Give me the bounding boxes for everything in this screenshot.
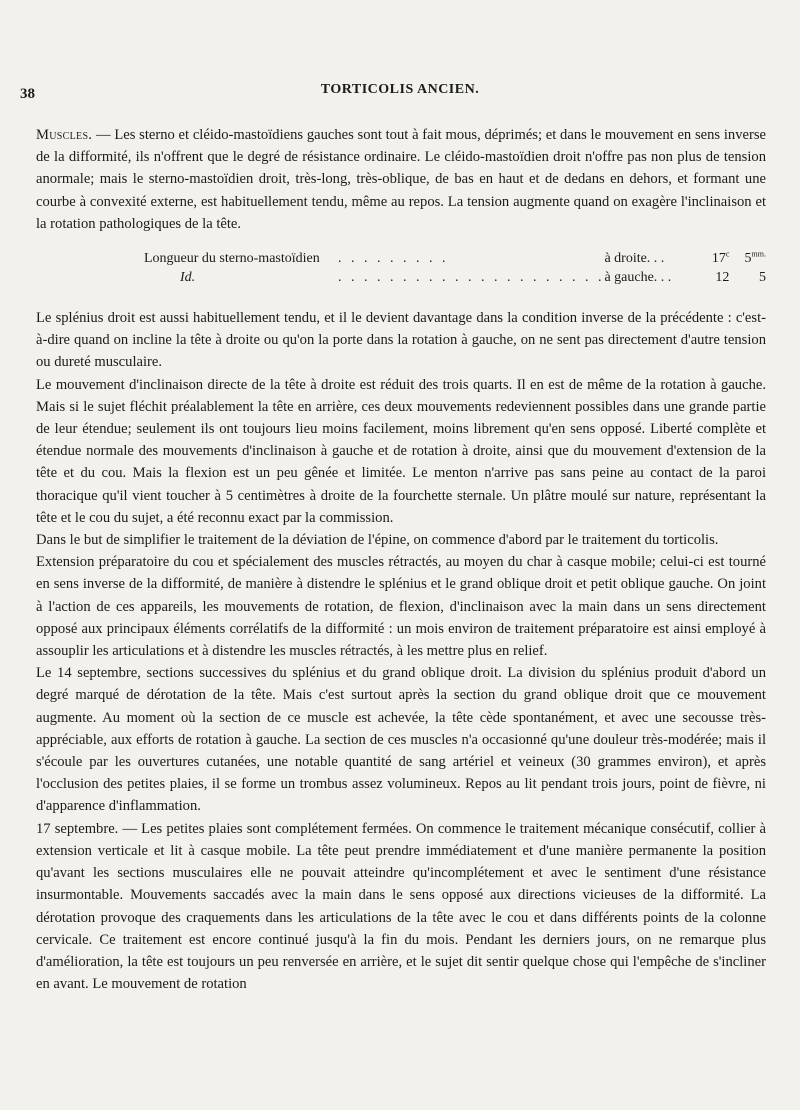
section-lead: Muscles.	[36, 127, 93, 143]
leader-dots: . . . . . . . . . . . . . . . . . . . . .	[337, 270, 605, 286]
paragraph-traitement: Dans le but de simplifier le traitement de la déviation de l'épine, on commence d'abord par le traitement du torticolis.	[36, 532, 719, 549]
paragraph-splenius: Le splénius droit est aussi habituellement tendu, et il le devient davantage dans la condition inverse de la précédente : c'est-à-dire quand on incline la tête à droite ou qu'on la porte dans la rotation à gauche, on ne sent pas directement d'autre tension ou dureté musculaire.	[36, 310, 766, 371]
paragraph-text: — Les sterno et cléido-mastoïdiens gauches sont tout à fait mous, déprimés; et dans le mouvement en sens inverse de la difformité, ils n'offrent que le degré de résistance ordinaire. Le cléido-mastoïdien droit n'offre pas non plus de tension anormale; mais le sterno-mastoïdien droit, très-long, très-oblique, de bas en haut et de dedans en dehors, et formant une courbe à convexité externe, est habituellement tendu, même au repos. La tension augmente quand on exagère l'inclinaison et la rotation pathologiques de la tête.	[36, 127, 766, 232]
measurement-mm: $5^{mm.}$	[744, 249, 766, 267]
leader-dots: . . . . . . . . .	[337, 251, 449, 267]
measurement-mm: 5	[759, 270, 766, 286]
paragraph-extension: Extension préparatoire du cou et spécialement des muscles rétractés, au moyen du char à casque mobile; celui-ci est tourné en sens inverse de la difformité, de manière à distendre le splénius et le grand oblique droit et petit oblique gauche. On joint à l'action de ces appareils, les mouvements de rotation, de flexion, d'inclinaison avec la main dans un sens directement opposé aux principaux éléments corrélatifs de la difformité : un mois environ de traitement préparatoire est ainsi employé à assouplir les articulations et à distendre les muscles rétractés, à les mettre plus en relief.	[36, 554, 766, 660]
measurement-row	[144, 249, 766, 268]
page-number: 38	[20, 86, 35, 102]
measurement-cm: 12	[715, 270, 730, 286]
running-title: TORTICOLIS ANCIEN.	[320, 82, 480, 97]
measurement-side: à droite. . .	[604, 251, 665, 267]
measurement-cm: 17$^c$	[711, 249, 730, 267]
measurement-label: Longueur du sterno-mastoïdien	[144, 251, 320, 267]
paragraph-muscles	[36, 124, 766, 235]
measurement-row	[144, 268, 766, 287]
paragraph-inclinaison: Le mouvement d'inclinaison directe de la tête à droite est réduit des trois quarts. Il en est de même de la rotation à gauche. Mais si le sujet fléchit préalablement la tête en arrière, ces deux mouvements redeviennent possibles dans une grande partie de leur étendue; seulement ils ont toujours lieu moins facilement, moins librement qu'en sens opposé. Liberté complète et étendue normale des mouvements d'inclinaison à gauche et de rotation à droite, ainsi que du mouvement d'extension de la tête et du cou. Mais la flexion est un peu gênée et limitée. Le menton n'arrive pas sans peine au contact de la paroi thoracique qu'il vient toucher à 5 centimètres à droite de la fourchette sternale. Un plâtre moulé sur nature, représentant la tête et le cou du sujet, a été reconnu exact par la commission.	[36, 376, 766, 526]
measurement-label: Id.	[180, 270, 196, 286]
body-text	[36, 124, 766, 995]
measurement-side: à gauche. . .	[604, 270, 672, 286]
measurement-table	[144, 249, 766, 287]
paragraph-14-septembre: Le 14 septembre, sections successives du splénius et du grand oblique droit. La division du splénius produit d'abord un degré marqué de dérotation de la tête. Mais c'est surtout après la section du grand oblique droit que ce mouvement augmente. Au moment où la section de ce muscle est achevée, la tête cède spontanément, et avec une secousse très-appréciable, aux efforts de rotation à gauche. La section de ces muscles n'a occasionné qu'une douleur très-modérée; mais il s'écoule par les ouvertures cutanées, une notable quantité de sang artériel et veineux (30 grammes environ), et après l'occlusion des petites plaies, il se forme un trombus assez volumineux. Repos au lit pendant trois jours, point de fièvre, ni d'apparence d'inflammation.	[36, 665, 766, 815]
paragraph-17-septembre: 17 septembre. — Les petites plaies sont complétement fermées. On commence le traitement mécanique consécutif, collier à extension verticale et lit à casque mobile. La tête peut prendre immédiatement et d'une manière permanente la position qu'avant les sections musculaires elle ne pouvait atteindre qu'incomplétement et avec le sentiment d'une résistance insurmontable. Mouvements saccadés avec la main dans le sens opposé aux directions vicieuses de la difformité. La dérotation provoque des craquements dans les articulations de la tête avec le cou et dans différents points de la colonne cervicale. Ce traitement est encore continué jusqu'à la fin du mois. Pendant les derniers jours, on ne remarque plus d'amélioration, la tête est toujours un peu renversée en arrière, et le sujet dit sentir quelque chose qui l'empêche de s'incliner en avant. Le mouvement de rotation	[36, 820, 766, 993]
